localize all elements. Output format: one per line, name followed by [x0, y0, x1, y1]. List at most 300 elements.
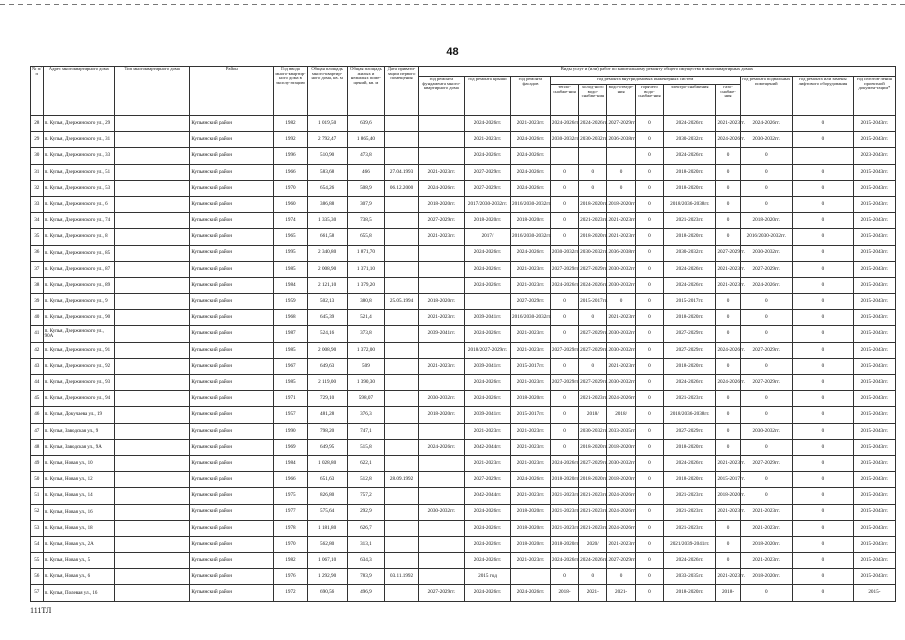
- cell-roof: 2018-2020гг.: [464, 213, 510, 229]
- cell-type: [114, 342, 189, 358]
- cell-living-area: 380,8: [347, 294, 385, 310]
- cell-type: [114, 423, 189, 439]
- cell-hot-water: 0: [635, 472, 663, 488]
- cell-basement: 2021-2023гг.: [740, 553, 792, 569]
- cell-cold-water: 0: [579, 180, 607, 196]
- cell-lift: 0: [792, 520, 853, 536]
- table-row: [31, 455, 896, 471]
- cell-address: п. Купья, Заводская ул., 9А: [43, 439, 114, 455]
- cell-power: 2015-2017гг.: [664, 294, 716, 310]
- cell-foundation: [418, 277, 464, 293]
- cell-hot-water: 0: [635, 391, 663, 407]
- cell-total-area: 524,16: [307, 326, 347, 342]
- cell-privatization: [385, 148, 419, 164]
- cell-cold-water: 2015-2017гг.: [579, 294, 607, 310]
- cell-living-area: 373,8: [347, 326, 385, 342]
- cell-hot-water: 0: [635, 164, 663, 180]
- cell-district: Купьянский район: [190, 342, 274, 358]
- cell-cold-water: 2027-2029гг.: [579, 342, 607, 358]
- cell-power: 2024-2026гг.: [664, 261, 716, 277]
- cell-privatization: [385, 504, 419, 520]
- cell-type: [114, 391, 189, 407]
- cell-lift: 0: [792, 358, 853, 374]
- cell-living-area: 1 372,00: [347, 342, 385, 358]
- cell-total-area: 729,10: [307, 391, 347, 407]
- cell-heat: 2021-2023гг.: [550, 520, 578, 536]
- cell-total-area: 690,56: [307, 585, 347, 601]
- cell-power: 2021-2023гг.: [664, 391, 716, 407]
- cell-sewer: 2018/: [607, 407, 635, 423]
- cell-district: Купьянский район: [190, 229, 274, 245]
- cell-total-area: 798,20: [307, 423, 347, 439]
- cell-total-area: 386,88: [307, 196, 347, 212]
- cell-num: 47: [31, 423, 44, 439]
- cell-num: 36: [31, 245, 44, 261]
- cell-gas: 2021-2023гг.: [716, 261, 740, 277]
- cell-living-area: 738,5: [347, 213, 385, 229]
- cell-district: Купьянский район: [190, 423, 274, 439]
- cell-power: 2021/2039-2041гг.: [664, 536, 716, 552]
- cell-type: [114, 148, 189, 164]
- cell-hot-water: 0: [635, 358, 663, 374]
- cell-heat: 0: [550, 294, 578, 310]
- cell-year: 1969: [274, 439, 308, 455]
- col-num: № п/п: [31, 67, 44, 116]
- cell-lift: 0: [792, 213, 853, 229]
- cell-num: 48: [31, 439, 44, 455]
- cell-foundation: [418, 148, 464, 164]
- cell-address: п. Купья, Дзержинского ул., 87: [43, 261, 114, 277]
- cell-type: [114, 375, 189, 391]
- cell-year: 1978: [274, 520, 308, 536]
- cell-power: 2018-2020гг.: [664, 180, 716, 196]
- cell-project: 2015-2043гг.: [853, 326, 895, 342]
- cell-gas: 0: [716, 326, 740, 342]
- table-row: [31, 536, 896, 552]
- cell-hot-water: 0: [635, 294, 663, 310]
- cell-privatization: [385, 536, 419, 552]
- col-power: электро-снабжения: [664, 85, 716, 116]
- cell-project: 2015-2043гг.: [853, 455, 895, 471]
- cell-living-area: 515,8: [347, 439, 385, 455]
- cell-power: 2018-2020гг.: [664, 439, 716, 455]
- cell-type: [114, 569, 189, 585]
- cell-sewer: 2036-2038гг.: [607, 245, 635, 261]
- table-body: [31, 116, 896, 602]
- cell-address: п. Купья, Дзержинского ул., 53: [43, 180, 114, 196]
- cell-year: 1982: [274, 116, 308, 132]
- cell-total-area: 2 008,90: [307, 342, 347, 358]
- cell-heat: 2027-2029гг.: [550, 342, 578, 358]
- cell-cold-water: 2018/: [579, 407, 607, 423]
- cell-basement: 0: [740, 439, 792, 455]
- cell-facade: 2021-2023гг.: [511, 326, 551, 342]
- cell-roof: 2039-2041гг.: [464, 310, 510, 326]
- cell-basement: 0: [740, 310, 792, 326]
- cell-living-area: 598,07: [347, 391, 385, 407]
- cell-district: Купьянский район: [190, 180, 274, 196]
- cell-year: 1996: [274, 148, 308, 164]
- cell-heat: 0: [550, 423, 578, 439]
- cell-power: 2027-2029гг.: [664, 326, 716, 342]
- cell-facade: 2016/2030-2032гг.: [511, 310, 551, 326]
- cell-basement: 2018-2020гг.: [740, 536, 792, 552]
- cell-total-area: 575,64: [307, 504, 347, 520]
- cell-cold-water: 0: [579, 358, 607, 374]
- col-project: год изготов-ления проектной докумен-тации*: [853, 77, 895, 116]
- cell-type: [114, 213, 189, 229]
- cell-year: 1966: [274, 472, 308, 488]
- cell-roof: 2024-2026гг.: [464, 553, 510, 569]
- cell-privatization: [385, 310, 419, 326]
- table-row: [31, 553, 896, 569]
- cell-total-area: 645,39: [307, 310, 347, 326]
- cell-num: 50: [31, 472, 44, 488]
- cell-address: п. Купья, Дзержинского ул., 89: [43, 277, 114, 293]
- cell-facade: 2024-2026гг.: [511, 585, 551, 601]
- cell-power: 2030-2032гг.: [664, 245, 716, 261]
- cell-gas: 2018-: [716, 585, 740, 601]
- cell-year: 1974: [274, 213, 308, 229]
- cell-foundation: 2024-2026гг.: [418, 439, 464, 455]
- cell-foundation: [418, 375, 464, 391]
- cell-hot-water: 0: [635, 455, 663, 471]
- cell-living-area: 655,8: [347, 229, 385, 245]
- cell-foundation: [418, 261, 464, 277]
- cell-foundation: 2027-2029гг.: [418, 585, 464, 601]
- cell-privatization: 27.04.1993: [385, 164, 419, 180]
- cell-facade: 2024-2026гг.: [511, 180, 551, 196]
- cell-type: [114, 358, 189, 374]
- cell-type: [114, 520, 189, 536]
- cell-hot-water: 0: [635, 148, 663, 164]
- cell-address: п. Купья, Дзержинского ул., 90: [43, 310, 114, 326]
- cell-hot-water: 0: [635, 132, 663, 148]
- cell-heat: 0: [550, 407, 578, 423]
- cell-total-area: 826,80: [307, 488, 347, 504]
- cell-address: п. Купья, Докучаева ул., 19: [43, 407, 114, 423]
- cell-sewer: 0: [607, 180, 635, 196]
- cell-sewer: 2024-2026гг.: [607, 504, 635, 520]
- cell-cold-water: 2020/: [579, 536, 607, 552]
- cell-foundation: [418, 472, 464, 488]
- table-row: [31, 423, 896, 439]
- cell-lift: 0: [792, 277, 853, 293]
- cell-total-area: 481,28: [307, 407, 347, 423]
- cell-foundation: [418, 520, 464, 536]
- cell-privatization: [385, 132, 419, 148]
- cell-year: 1985: [274, 342, 308, 358]
- cell-living-area: 376,3: [347, 407, 385, 423]
- cell-lift: [792, 148, 853, 164]
- cell-lift: 0: [792, 536, 853, 552]
- cell-type: [114, 455, 189, 471]
- cell-heat: 0: [550, 326, 578, 342]
- cell-living-area: 747,1: [347, 423, 385, 439]
- cell-living-area: 512,8: [347, 472, 385, 488]
- cell-basement: 2024-2026гг.: [740, 277, 792, 293]
- cell-hot-water: 0: [635, 277, 663, 293]
- cell-type: [114, 585, 189, 601]
- cell-address: п. Купья, Новая ул., 12: [43, 472, 114, 488]
- cell-living-area: 307,9: [347, 196, 385, 212]
- cell-privatization: [385, 488, 419, 504]
- cell-district: Купьянский район: [190, 488, 274, 504]
- cell-living-area: 1 871,70: [347, 245, 385, 261]
- cell-gas: 2027-2029гг.: [716, 245, 740, 261]
- cell-cold-water: 0: [579, 569, 607, 585]
- cell-gas: 2024-2026гг.: [716, 375, 740, 391]
- col-lift: год ремонта или замены лифтового оборудования: [792, 77, 853, 116]
- cell-project: 2015-2043гг.: [853, 553, 895, 569]
- cell-basement: 2027-2029гг.: [740, 342, 792, 358]
- cell-year: 1967: [274, 358, 308, 374]
- cell-project: 2015-2043гг.: [853, 504, 895, 520]
- cell-power: 2018-2020гг.: [664, 472, 716, 488]
- cell-num: 45: [31, 391, 44, 407]
- cell-roof: 2021-2023гг.: [464, 455, 510, 471]
- cell-roof: [464, 294, 510, 310]
- cell-lift: 0: [792, 196, 853, 212]
- cell-num: 37: [31, 261, 44, 277]
- cell-lift: 0: [792, 116, 853, 132]
- cell-total-area: 562,80: [307, 536, 347, 552]
- cell-foundation: [418, 569, 464, 585]
- cell-cold-water: 2018-2020гг.: [579, 472, 607, 488]
- cell-hot-water: 0: [635, 504, 663, 520]
- cell-address: п. Купья, Дзержинского ул., 6: [43, 196, 114, 212]
- cell-living-area: 634,3: [347, 553, 385, 569]
- cell-living-area: 1 390,30: [347, 375, 385, 391]
- cell-power: 2018-2020гг.: [664, 310, 716, 326]
- cell-facade: 2021-2023гг.: [511, 553, 551, 569]
- cell-hot-water: 0: [635, 569, 663, 585]
- table-row: [31, 116, 896, 132]
- cell-num: 33: [31, 196, 44, 212]
- table-row: [31, 132, 896, 148]
- cell-power: 2024-2026гг.: [664, 148, 716, 164]
- cell-sewer: 2030-2032гг.: [607, 342, 635, 358]
- cell-district: Купьянский район: [190, 213, 274, 229]
- cell-roof: 2039-2041гг.: [464, 407, 510, 423]
- cell-living-area: 1 865,40: [347, 132, 385, 148]
- col-cold-water: холод-ного водо-снабже-ния: [579, 85, 607, 116]
- cell-basement: 2027-2029гг.: [740, 261, 792, 277]
- table-row: [31, 229, 896, 245]
- cell-cold-water: 2021-2023гг.: [579, 213, 607, 229]
- cell-district: Купьянский район: [190, 569, 274, 585]
- cell-type: [114, 180, 189, 196]
- cell-power: 2030-2032гг.: [664, 132, 716, 148]
- cell-lift: 0: [792, 569, 853, 585]
- cell-year: 1982: [274, 553, 308, 569]
- cell-facade: 2024-2026гг.: [511, 245, 551, 261]
- cell-cold-water: 2027-2029гг.: [579, 375, 607, 391]
- cell-address: п. Купья, Новая ул., 16: [43, 504, 114, 520]
- cell-project: 2015-: [853, 585, 895, 601]
- cell-living-area: 1 371,10: [347, 261, 385, 277]
- cell-basement: 2027-2029гг.: [740, 455, 792, 471]
- cell-foundation: [418, 116, 464, 132]
- col-roof: год ремонта крыши: [464, 77, 510, 116]
- cell-facade: 2021-2023гг.: [511, 488, 551, 504]
- cell-sewer: 2030-2032гг.: [607, 326, 635, 342]
- cell-privatization: 25.05.1994: [385, 294, 419, 310]
- cell-year: 1985: [274, 375, 308, 391]
- cell-gas: 2024-2026гг.: [716, 342, 740, 358]
- cell-gas: 0: [716, 213, 740, 229]
- table-row: [31, 342, 896, 358]
- cell-power: 2024-2026гг.: [664, 116, 716, 132]
- cell-address: п. Купья, Дзержинского ул., 93: [43, 375, 114, 391]
- cell-facade: 2018-2020гг.: [511, 504, 551, 520]
- page-number: 48: [446, 46, 459, 58]
- cell-hot-water: 0: [635, 423, 663, 439]
- cell-hot-water: 0: [635, 342, 663, 358]
- col-sewer: водо-отведе-ния: [607, 85, 635, 116]
- cell-heat: 0: [550, 196, 578, 212]
- cell-living-area: 313,1: [347, 536, 385, 552]
- cell-project: 2015-2043гг.: [853, 132, 895, 148]
- cell-cold-water: 0: [579, 164, 607, 180]
- cell-district: Купьянский район: [190, 132, 274, 148]
- cell-roof: 2024-2026гг.: [464, 585, 510, 601]
- cell-foundation: [418, 536, 464, 552]
- cell-foundation: 2021-2023гг.: [418, 310, 464, 326]
- cell-district: Купьянский район: [190, 536, 274, 552]
- col-district: Район: [190, 67, 274, 116]
- table-row: [31, 180, 896, 196]
- cell-cold-water: 2021-2023гг.: [579, 504, 607, 520]
- cell-roof: 2024-2026гг.: [464, 504, 510, 520]
- scan-edge-line: [0, 4, 905, 5]
- cell-living-area: 466: [347, 164, 385, 180]
- cell-roof: 2018/2027-2029гг.: [464, 342, 510, 358]
- cell-num: 31: [31, 164, 44, 180]
- cell-hot-water: 0: [635, 585, 663, 601]
- cell-foundation: [418, 245, 464, 261]
- cell-power: 2018-2020гг.: [664, 585, 716, 601]
- cell-heat: 2027-2029гг.: [550, 375, 578, 391]
- col-year: Год ввода много-квартир-ного дома в эксплу-атацию: [274, 67, 308, 116]
- cell-sewer: 2024-2026гг.: [607, 488, 635, 504]
- cell-cold-water: [579, 148, 607, 164]
- cell-address: п. Купья, Дзержинского ул., 29: [43, 116, 114, 132]
- cell-total-area: 2 792,47: [307, 132, 347, 148]
- cell-power: 2024-2026гг.: [664, 375, 716, 391]
- cell-foundation: 2027-2029гг.: [418, 213, 464, 229]
- cell-address: п. Купья, Новая ул., 2А: [43, 536, 114, 552]
- cell-hot-water: 0: [635, 326, 663, 342]
- cell-district: Купьянский район: [190, 245, 274, 261]
- cell-living-area: 509: [347, 358, 385, 374]
- table-row: [31, 164, 896, 180]
- cell-heat: 0: [550, 229, 578, 245]
- cell-cold-water: 2024-2026гг.: [579, 553, 607, 569]
- cell-gas: 2021-2023гг.: [716, 277, 740, 293]
- cell-address: п. Купья, Полевая ул., 16: [43, 585, 114, 601]
- cell-total-area: 661,58: [307, 229, 347, 245]
- cell-num: 57: [31, 585, 44, 601]
- cell-hot-water: 0: [635, 520, 663, 536]
- cell-district: Купьянский район: [190, 391, 274, 407]
- cell-basement: 2024-2026гг.: [740, 116, 792, 132]
- cell-district: Купьянский район: [190, 439, 274, 455]
- cell-lift: 0: [792, 132, 853, 148]
- cell-num: 46: [31, 407, 44, 423]
- cell-gas: 0: [716, 196, 740, 212]
- table-row: [31, 213, 896, 229]
- cell-num: 30: [31, 148, 44, 164]
- cell-total-area: 1 019,50: [307, 116, 347, 132]
- cell-foundation: 2030-2032гг.: [418, 391, 464, 407]
- cell-address: п. Купья, Дзержинского ул., 33: [43, 148, 114, 164]
- cell-num: 52: [31, 504, 44, 520]
- cell-sewer: 2021-2023гг.: [607, 536, 635, 552]
- cell-year: 1957: [274, 407, 308, 423]
- table-row: [31, 358, 896, 374]
- cell-facade: 2021-2023гг.: [511, 375, 551, 391]
- cell-num: 41: [31, 326, 44, 342]
- cell-roof: 2024-2026гг.: [464, 116, 510, 132]
- cell-gas: 0: [716, 294, 740, 310]
- table-row: [31, 375, 896, 391]
- cell-heat: 0: [550, 164, 578, 180]
- cell-total-area: 502,13: [307, 294, 347, 310]
- cell-year: 1987: [274, 326, 308, 342]
- cell-roof: 2024-2026гг.: [464, 520, 510, 536]
- cell-living-area: 1 379,20: [347, 277, 385, 293]
- cell-total-area: 510,90: [307, 148, 347, 164]
- cell-project: 2015-2043гг.: [853, 439, 895, 455]
- cell-basement: 0: [740, 180, 792, 196]
- col-foundation: год ремонта фундамента много-квартирного дома: [418, 77, 464, 116]
- cell-total-area: 2 340,80: [307, 245, 347, 261]
- cell-num: 28: [31, 116, 44, 132]
- cell-heat: 2024-2026гг.: [550, 455, 578, 471]
- cell-cold-water: 2018-2020гг.: [579, 439, 607, 455]
- cell-num: 35: [31, 229, 44, 245]
- cell-year: 1968: [274, 310, 308, 326]
- cell-project: 2015-2043гг.: [853, 536, 895, 552]
- cell-lift: 0: [792, 229, 853, 245]
- cell-num: 54: [31, 536, 44, 552]
- cell-type: [114, 536, 189, 552]
- cell-privatization: [385, 196, 419, 212]
- cell-type: [114, 277, 189, 293]
- cell-num: 49: [31, 455, 44, 471]
- cell-lift: 0: [792, 455, 853, 471]
- cell-gas: 0: [716, 148, 740, 164]
- cell-roof: 2024-2026гг.: [464, 277, 510, 293]
- cell-district: Купьянский район: [190, 472, 274, 488]
- cell-roof: 2024-2026гг.: [464, 245, 510, 261]
- cell-hot-water: 0: [635, 488, 663, 504]
- cell-cold-water: 2021-: [579, 585, 607, 601]
- cell-total-area: 1 292,90: [307, 569, 347, 585]
- table-row: [31, 245, 896, 261]
- cell-type: [114, 488, 189, 504]
- cell-num: 29: [31, 132, 44, 148]
- cell-sewer: 2030-2032гг.: [607, 261, 635, 277]
- cell-sewer: 2021-2023гг.: [607, 229, 635, 245]
- cell-cold-water: 2030-2032гг.: [579, 245, 607, 261]
- cell-privatization: 06.12.2000: [385, 180, 419, 196]
- cell-privatization: [385, 277, 419, 293]
- cell-foundation: 2018-2020гг.: [418, 407, 464, 423]
- cell-project: 2015-2043гг.: [853, 261, 895, 277]
- cell-total-area: 649,95: [307, 439, 347, 455]
